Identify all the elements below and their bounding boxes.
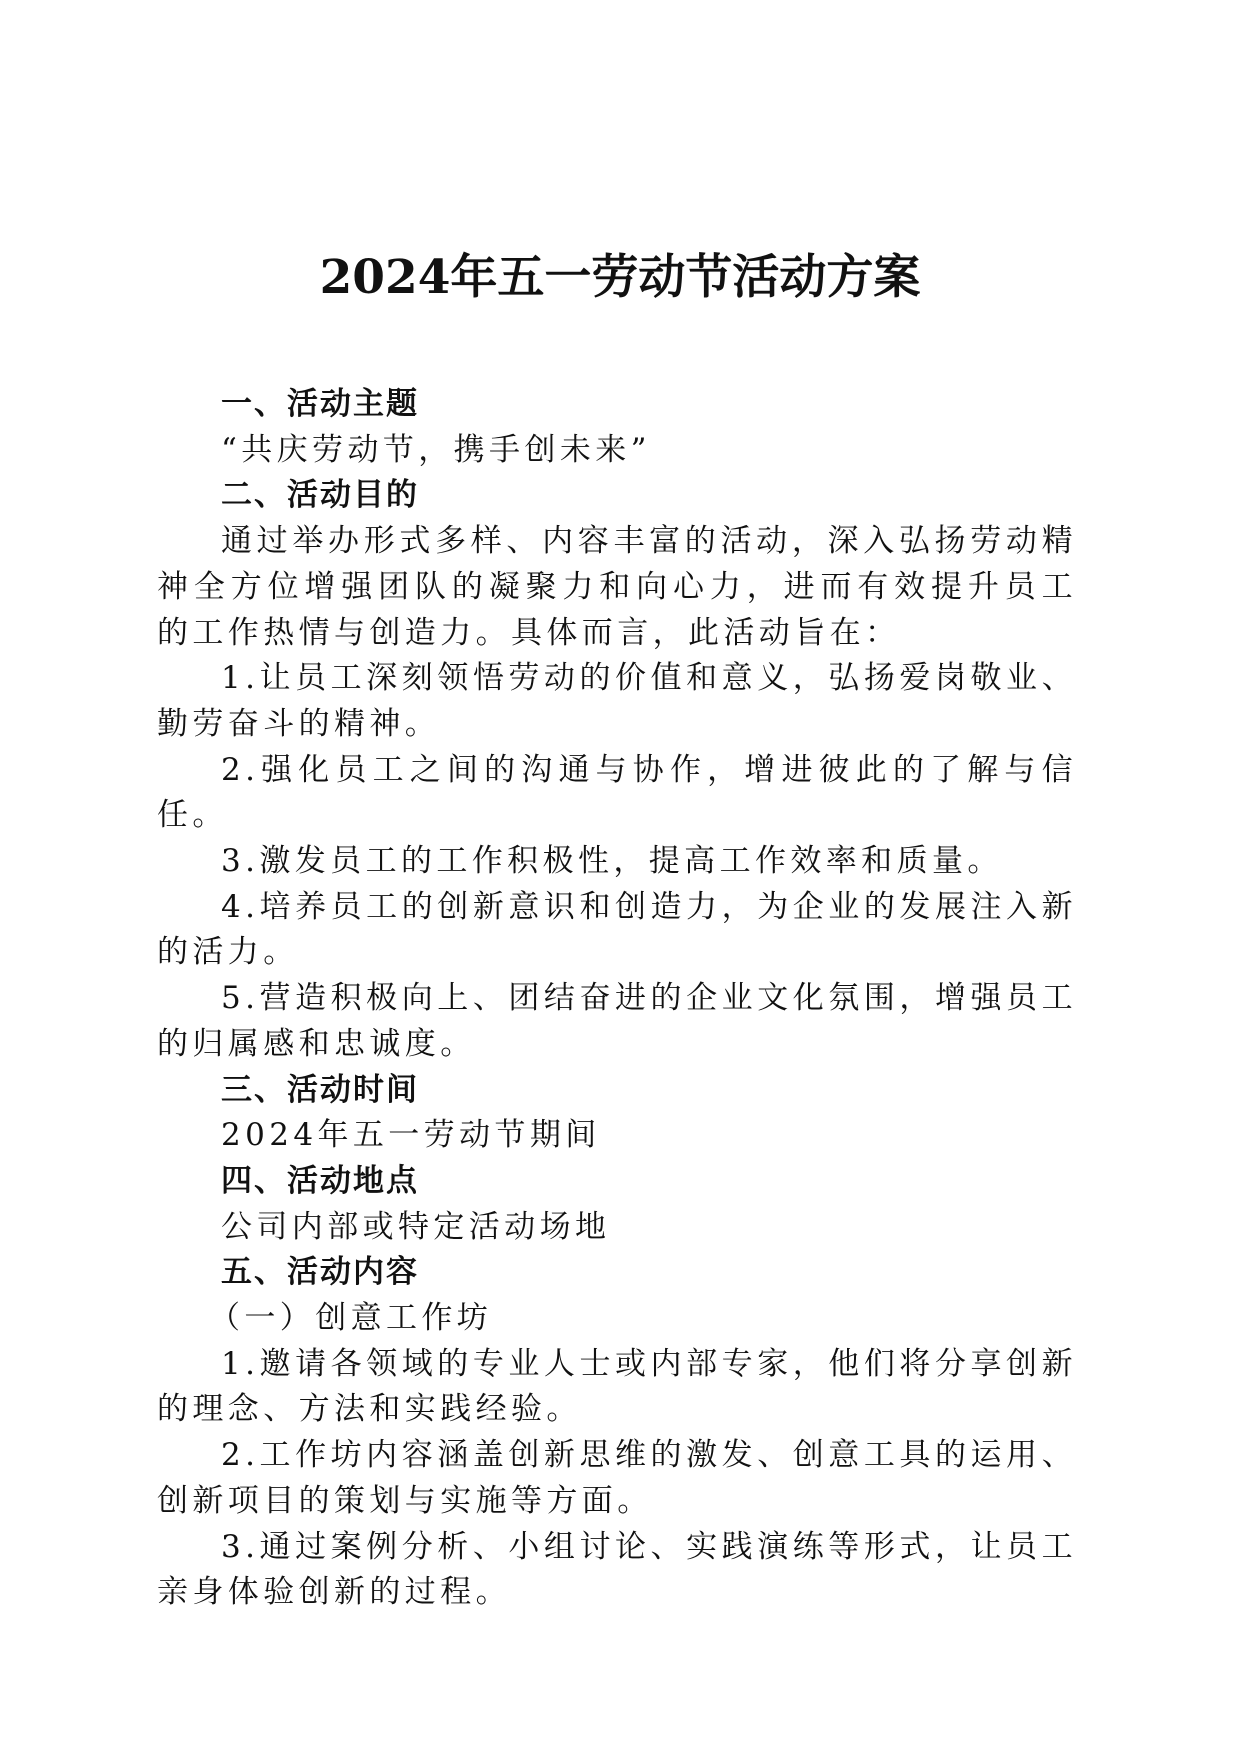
location-text: 公司内部或特定活动场地	[221, 1208, 611, 1245]
content-item: 1.邀请各领域的专业人士或内部专家，他们将分享创新的理念、方法和实践经验。	[157, 1345, 1077, 1428]
purpose-item: 3.激发员工的工作积极性，提高工作效率和质量。	[221, 843, 1003, 880]
purpose-item: 4.培养员工的创新意识和创造力，为企业的发展注入新的活力。	[157, 888, 1077, 971]
time-text: 2024年五一劳动节期间	[221, 1117, 601, 1154]
purpose-intro: 通过举办形式多样、内容丰富的活动，深入弘扬劳动精神全方位增强团队的凝聚力和向心力，进而有效提升员工的工作热情与创造力。具体而言，此活动旨在：	[157, 523, 1077, 651]
purpose-item: 5.营造积极向上、团结奋进的企业文化氛围，增强员工的归属感和忠诚度。	[157, 980, 1077, 1062]
purpose-item: 2.强化员工之间的沟通与协作，增进彼此的了解与信任。	[157, 751, 1077, 834]
purpose-item: 1.让员工深刻领悟劳动的价值和意义，弘扬爱岗敬业、勤劳奋斗的精神。	[157, 660, 1077, 742]
content-item: 2.工作坊内容涵盖创新思维的激发、创意工具的运用、创新项目的策划与实施等方面。	[157, 1437, 1077, 1519]
section-heading-location: 四、活动地点	[221, 1162, 419, 1199]
theme-text: “共庆劳动节，携手创未来”	[221, 431, 651, 468]
document-body	[157, 382, 1077, 1616]
section-heading-content: 五、活动内容	[221, 1254, 419, 1291]
section-heading-purpose: 二、活动目的	[221, 477, 419, 514]
document-title: 2024年五一劳动节活动方案	[319, 250, 921, 305]
content-subheading-workshop: （一）创意工作坊	[209, 1300, 493, 1337]
section-heading-time: 三、活动时间	[221, 1071, 419, 1108]
section-heading-theme: 一、活动主题	[221, 386, 419, 422]
content-item: 3.通过案例分析、小组讨论、实践演练等形式，让员工亲身体验创新的过程。	[157, 1528, 1077, 1611]
